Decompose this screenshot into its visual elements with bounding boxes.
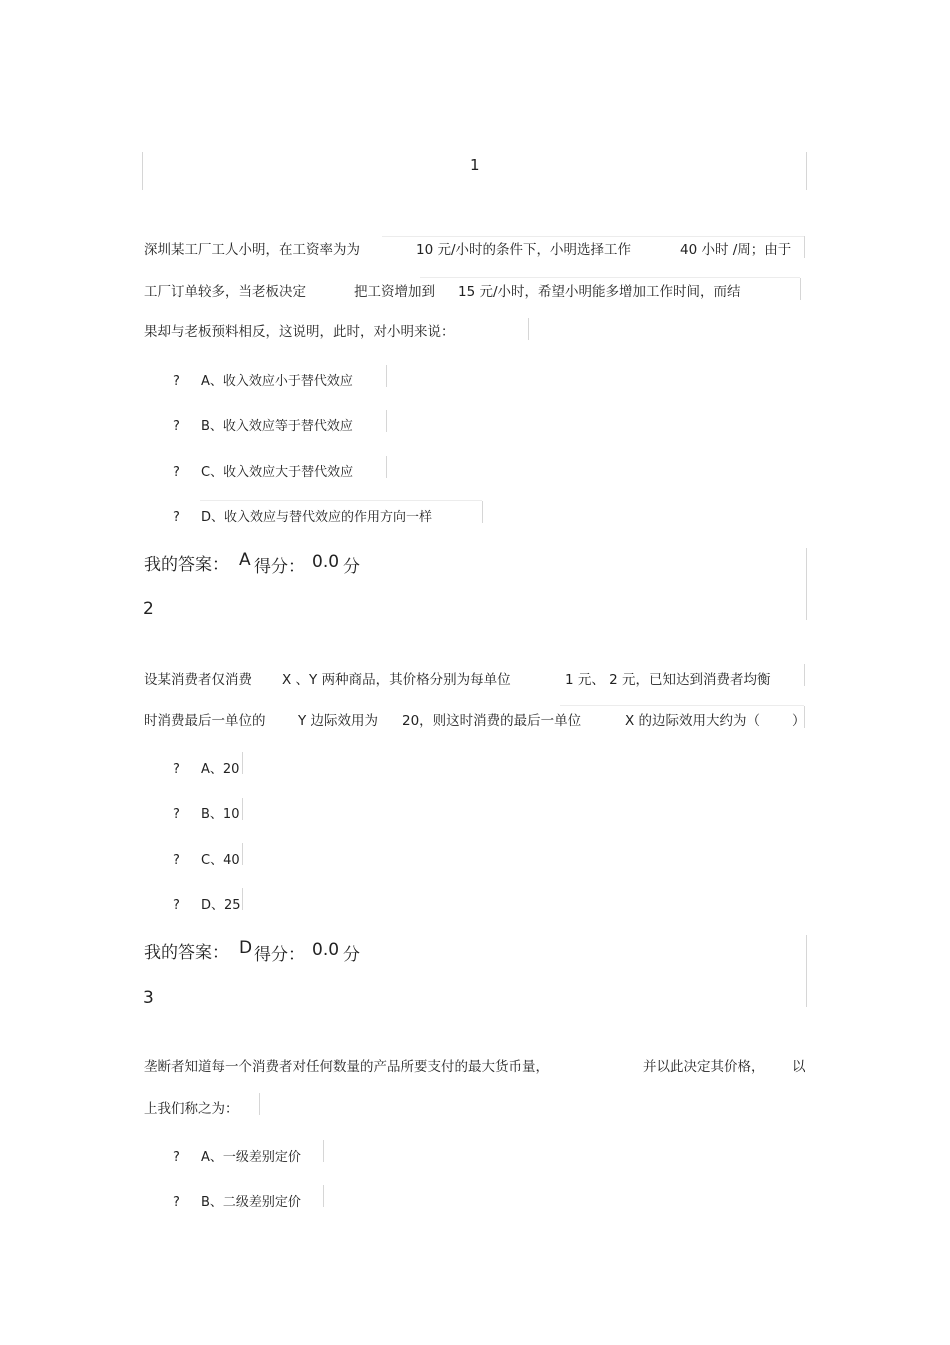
question-number: 3	[143, 988, 154, 1008]
score-unit: 分	[343, 557, 360, 577]
frame-line	[242, 888, 243, 910]
option-text: A、20	[201, 762, 240, 777]
frame-line	[806, 152, 807, 190]
answer-value: D	[239, 938, 253, 958]
bullet-glyph: ?	[173, 419, 180, 434]
question-number: 1	[470, 156, 480, 174]
bullet-glyph: ?	[173, 510, 180, 525]
stem-text: 10 元/小时的条件下，小明选择工作	[416, 242, 632, 258]
frame-line	[804, 236, 805, 258]
bullet-glyph: ?	[173, 853, 180, 868]
frame-line	[242, 798, 243, 820]
score-unit: 分	[343, 945, 360, 965]
score-label: 得分：	[254, 945, 305, 965]
frame-line	[242, 752, 243, 774]
frame-line	[386, 456, 387, 478]
frame-line	[482, 501, 483, 523]
option-text: D、收入效应与替代效应的作用方向一样	[201, 510, 433, 525]
option-c[interactable]	[173, 461, 353, 480]
option-text: B、收入效应等于替代效应	[201, 419, 353, 434]
frame-line	[420, 277, 800, 278]
stem-text: Y 边际效用为	[298, 713, 379, 729]
frame-line	[804, 664, 805, 686]
frame-line	[200, 500, 482, 501]
answer-label: 我的答案：	[144, 943, 229, 963]
frame-line	[806, 548, 807, 620]
frame-line	[528, 318, 529, 340]
bullet-glyph: ?	[173, 374, 180, 389]
bullet-glyph: ?	[173, 898, 180, 913]
option-b[interactable]	[173, 415, 353, 434]
stem-text: 工厂订单较多，当老板决定	[144, 284, 306, 300]
frame-line	[560, 705, 804, 706]
option-text: A、一级差别定价	[201, 1150, 301, 1165]
option-text: C、40	[201, 853, 240, 868]
frame-line	[259, 1093, 260, 1115]
frame-line	[323, 1140, 324, 1162]
score-label: 得分：	[254, 557, 305, 577]
frame-line	[142, 152, 143, 190]
score-value: 0.0	[312, 552, 340, 572]
stem-text: 果却与老板预料相反，这说明，此时，对小明来说：	[144, 324, 455, 340]
option-a[interactable]	[173, 1146, 301, 1165]
answer-label: 我的答案：	[144, 555, 229, 575]
option-a[interactable]	[173, 370, 353, 389]
frame-line	[386, 365, 387, 387]
bullet-glyph: ?	[173, 762, 180, 777]
stem-text: 深圳某工厂工人小明，在工资率为为	[144, 242, 360, 258]
option-text: A、收入效应小于替代效应	[201, 374, 353, 389]
stem-text: 15 元/小时，希望小明能多增加工作时间，而结	[458, 284, 741, 300]
option-c[interactable]	[173, 849, 240, 868]
option-text: B、二级差别定价	[201, 1195, 301, 1210]
option-text: C、收入效应大于替代效应	[201, 465, 354, 480]
option-a[interactable]	[173, 758, 239, 777]
bullet-glyph: ?	[173, 1150, 180, 1165]
option-b[interactable]	[173, 1191, 301, 1210]
frame-line	[382, 236, 804, 237]
stem-text: 20，则这时消费的最后一单位	[402, 713, 582, 729]
option-text: D、25	[201, 898, 241, 913]
stem-text: 并以此决定其价格，	[643, 1059, 765, 1075]
bullet-glyph: ?	[173, 1195, 180, 1210]
stem-text: 1 元、 2 元，已知达到消费者均衡	[565, 672, 771, 688]
bullet-glyph: ?	[173, 807, 180, 822]
frame-line	[800, 278, 801, 300]
stem-text: ）	[792, 713, 806, 729]
question-number: 2	[143, 599, 154, 619]
option-d[interactable]	[173, 894, 241, 913]
stem-text: 把工资增加到	[354, 284, 435, 300]
stem-text: 垄断者知道每一个消费者对任何数量的产品所要支付的最大货币量，	[144, 1059, 549, 1075]
frame-line	[242, 843, 243, 865]
option-text: B、10	[201, 807, 240, 822]
stem-text: 上我们称之为：	[144, 1101, 239, 1117]
option-b[interactable]	[173, 803, 239, 822]
stem-text: X 、Y 两种商品，其价格分别为每单位	[282, 672, 511, 688]
frame-line	[806, 935, 807, 1007]
frame-line	[323, 1185, 324, 1207]
stem-text: 时消费最后一单位的	[144, 713, 266, 729]
stem-text: 40 小时 /周；由于	[680, 242, 792, 258]
stem-text: 以	[792, 1059, 806, 1075]
score-value: 0.0	[312, 940, 340, 960]
stem-text: X 的边际效用大约为（	[625, 713, 761, 729]
option-d[interactable]	[173, 506, 432, 525]
stem-text: 设某消费者仅消费	[144, 672, 252, 688]
bullet-glyph: ?	[173, 465, 180, 480]
frame-line	[386, 410, 387, 432]
answer-value: A	[239, 550, 251, 570]
